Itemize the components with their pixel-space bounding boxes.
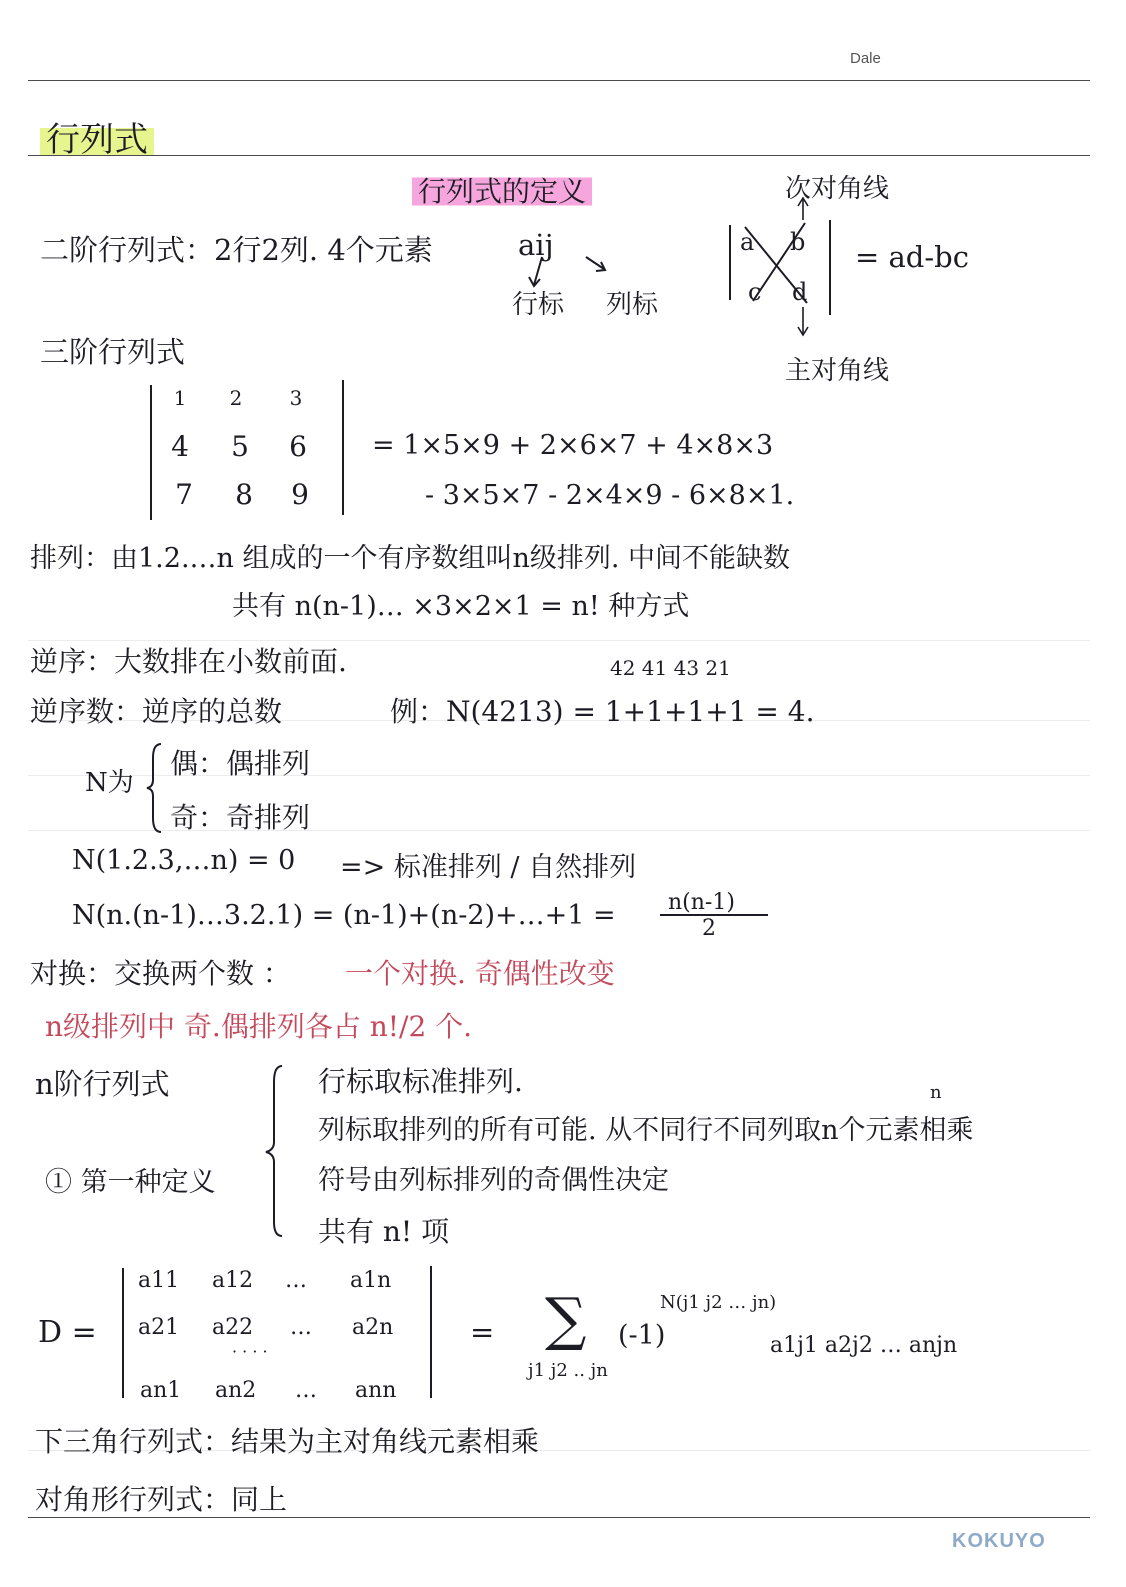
standard-line-1: N(1.2.3,…n) = 0 <box>72 845 296 876</box>
second-order-result: = ad-bc <box>855 240 969 274</box>
permutation-def: 排列：由1.2.…n 组成的一个有序数组叫n级排列. 中间不能缺数 <box>30 543 791 574</box>
third-order-label: 三阶行列式 <box>40 335 186 369</box>
nth-equals: = <box>470 1315 495 1349</box>
matrix-entry: ann <box>355 1378 397 1403</box>
main-diagonal-label: 主对角线 <box>785 356 890 386</box>
first-definition-label: ① 第一种定义 <box>45 1167 216 1198</box>
nth-det-bar-left <box>122 1268 124 1398</box>
matrix-entry: … <box>295 1378 317 1403</box>
matrix-cell: 3 <box>289 386 303 410</box>
secondary-diagonal-label: 次对角线 <box>785 174 890 204</box>
matrix-entry: an1 <box>140 1378 182 1403</box>
sign-exponent: N(j1 j2 … jn) <box>660 1292 777 1313</box>
expansion-line-2: - 3×5×7 - 2×4×9 - 6×8×1. <box>425 480 795 511</box>
matrix-entry: an2 <box>215 1378 257 1403</box>
matrix-cell: 1 <box>173 386 187 410</box>
label-arrows <box>520 255 630 295</box>
brand-logo: KOKUYO <box>952 1530 1046 1552</box>
matrix-entry: a12 <box>212 1268 254 1293</box>
matrix-cell: 2 <box>229 386 243 410</box>
parity-half-count: n级排列中 奇.偶排列各占 n!/2 个. <box>45 1010 473 1043</box>
rule-sign: 符号由列标排列的奇偶性决定 <box>318 1165 669 1196</box>
second-order-text: 二阶行列式：2行2列. 4个元素 <box>40 233 433 267</box>
aij-symbol: aij <box>518 228 554 262</box>
parity-odd: 奇：奇排列 <box>170 801 311 834</box>
cell-b: b <box>790 228 806 256</box>
nth-order-label: n阶行列式 <box>35 1067 170 1101</box>
nth-det-bar-right <box>430 1266 432 1398</box>
matrix-entry: a2n <box>352 1315 394 1340</box>
sigma-symbol: ∑ <box>545 1285 587 1353</box>
lower-triangular: 下三角行列式：结果为主对角线元素相乘 <box>35 1425 540 1458</box>
rule-col-index: 列标取排列的所有可能. 从不同行不同列取n个元素相乘 <box>318 1115 974 1146</box>
matrix-cell: 7 <box>175 478 193 511</box>
transposition-def: 对换：交换两个数 ： <box>30 957 291 990</box>
inversion-count-def: 逆序数：逆序的总数 <box>30 695 283 728</box>
fraction-numerator: n(n-1) <box>668 890 735 915</box>
matrix-entry: a1n <box>350 1268 392 1293</box>
inversion-example: 例：N(4213) = 1+1+1+1 = 4. <box>390 695 815 728</box>
row-label: 行标 <box>512 290 565 320</box>
matrix-vdots: · · · · <box>232 1342 268 1361</box>
title-rule <box>28 155 1090 156</box>
cell-c: c <box>748 278 762 306</box>
page-title: 行列式 <box>40 120 154 160</box>
sign-factor: (-1) <box>618 1320 666 1351</box>
cell-a: a <box>740 228 755 256</box>
d-label: D = <box>38 1315 97 1350</box>
inversion-def: 逆序：大数排在小数前面. <box>30 645 347 678</box>
product-term: a1j1 a2j2 … anjn <box>770 1333 958 1358</box>
cell-d: d <box>792 278 808 306</box>
rule-term-count: 共有 n! 项 <box>318 1215 450 1248</box>
det-bar-left <box>150 385 152 520</box>
parity-even: 偶：偶排列 <box>170 747 311 780</box>
matrix-cell: 8 <box>235 478 253 511</box>
matrix-entry: a22 <box>212 1315 254 1340</box>
col-label: 列标 <box>606 290 659 320</box>
expansion-line-1: = 1×5×9 + 2×6×7 + 4×8×3 <box>372 430 774 461</box>
transposition-note: 一个对换. 奇偶性改变 <box>345 957 615 990</box>
matrix-cell: 9 <box>291 478 309 511</box>
inversion-pairs: 42 41 43 21 <box>610 656 731 680</box>
author-label: Dale <box>850 50 881 67</box>
det-bar-right <box>342 380 344 515</box>
sigma-subscript: j1 j2 .. jn <box>528 1360 608 1381</box>
definition-brace <box>262 1060 288 1240</box>
matrix-entry: … <box>285 1268 307 1293</box>
parity-brace <box>145 740 165 835</box>
matrix-entry: a11 <box>138 1268 180 1293</box>
permutation-count: 共有 n(n-1)… ×3×2×1 = n! 种方式 <box>232 591 690 622</box>
parity-lead: N为 <box>85 768 134 798</box>
matrix-cell: 6 <box>289 430 307 463</box>
rule-sup-n: n <box>930 1082 942 1103</box>
fraction-denominator: 2 <box>702 916 716 941</box>
matrix-cell: 5 <box>231 430 249 463</box>
section-title: 行列式的定义 <box>412 175 592 208</box>
matrix-entry: … <box>290 1315 312 1340</box>
diagonal-diagram <box>725 195 845 345</box>
header-rule <box>28 80 1090 81</box>
matrix-entry: a21 <box>138 1315 180 1340</box>
rule-row-index: 行标取标准排列. <box>318 1065 523 1098</box>
standard-line-1-result: => 标准排列 / 自然排列 <box>340 852 637 883</box>
standard-line-2: N(n.(n-1)…3.2.1) = (n-1)+(n-2)+…+1 = <box>72 900 616 931</box>
matrix-cell: 4 <box>171 430 189 463</box>
diagonal-determinant: 对角形行列式：同上 <box>35 1483 288 1516</box>
